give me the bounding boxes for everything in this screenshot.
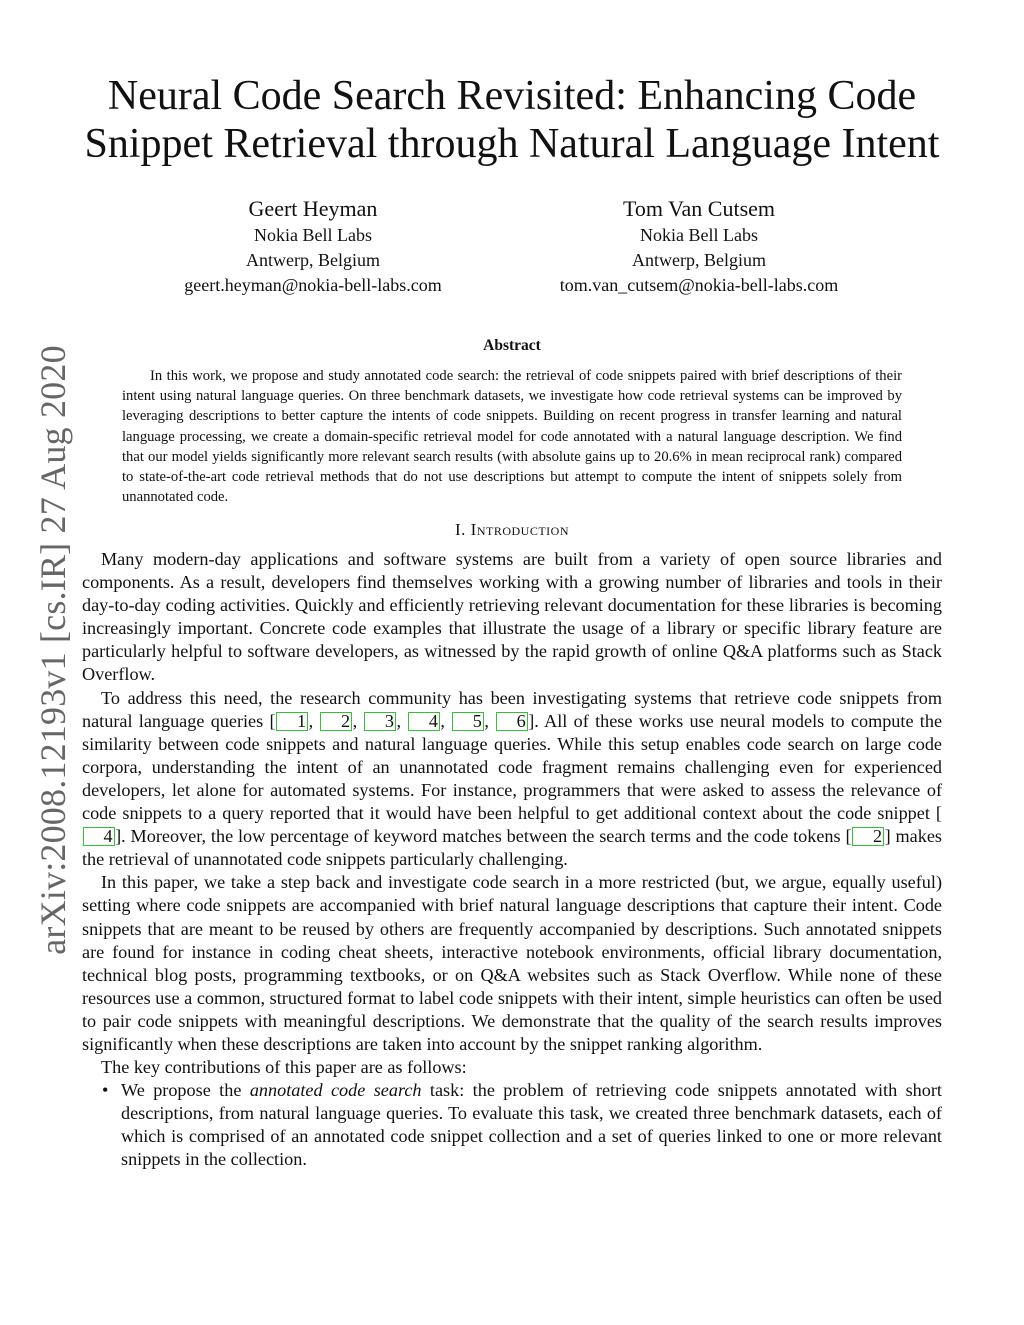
author-name: Tom Van Cutsem [622,196,776,221]
paragraph-2-part-c: ]. Moreover, the low percentage of keyword matches between the search terms and the code tokens [ [115,826,852,847]
citation-separator: , [396,710,408,731]
author-affiliation: Nokia Bell Labs [640,225,758,245]
citation-separator: , [484,710,496,731]
paragraph-2-part-b: ]. All of these works use neural models to compute the similarity between code snippets and natural language queries. While this setup enables code search on large code corpora, understanding the intent of an unannotated code fragment remains challenging even for experienced developers, let alone for automated systems. For instance, programmers that were asked to assess the relevance of code snippets to a query reported that it would have been helpful to get additional context about the code snippet [ [82,710,943,824]
paper-title-line-2: Snippet Retrieval through Natural Language Intent [84,121,940,167]
citation-separator: , [308,710,320,731]
paragraph-2-part-d: ] makes the retrieval of unannotated code snippets particularly challenging. [82,826,942,870]
abstract-text: In this work, we propose and study annotated code search: the retrieval of code snippets paired with brief descriptions of their intent using natural language queries. On three benchmark datasets, we investigate how code retrieval systems can be improved by leveraging descriptions to better capture the intents of code snippets. Building on recent progress in transfer learning and natural language processing, we create a domain-specific retrieval model for code annotated with a natural language description. We find that our model yields significantly more relevant search results (with absolute gains up to 20.6% in mean reciprocal rank) compared to state-of-the-art code retrieval methods that do not use descriptions but attempt to compute the intent of snippets solely from unannotated code. [122,368,902,506]
paper-title-line-1: Neural Code Search Revisited: Enhancing Code [107,73,917,119]
section-number: I. [455,520,466,539]
citation-link-context[interactable]: 4 [83,827,115,846]
bullet-icon: • [102,1080,109,1101]
citation-link-2[interactable]: 2 [320,712,352,731]
paragraph-2-part-a: To address this need, the research community has been investigating systems that retrieve code snippets from natural language queries [ [82,687,942,731]
author-block-1 [163,195,463,298]
citation-separator: , [440,710,452,731]
citation-separator: , [352,710,364,731]
section-title: Introduction [470,520,569,539]
author-affiliation: Nokia Bell Labs [254,225,372,245]
paragraph-1: Many modern-day applications and software systems are built from a variety of open source libraries and components. As a result, developers find themselves working with a growing number of libraries and tools in their day-to-day coding activities. Quickly and efficiently retrieving relevant documentation for these libraries is becoming increasingly important. Concrete code examples that illustrate the usage of a library or specific library feature are particularly helpful to software developers, as witnessed by the rapid growth of online Q&A platforms such as Stack Overflow. [82,549,942,685]
contribution-text-pre: We propose the [121,1080,250,1101]
citation-link-keyword[interactable]: 2 [852,827,884,846]
author-block-2 [535,195,863,298]
author-name: Geert Heyman [248,196,378,221]
contribution-text-post: task: the problem of retrieving code snippets annotated with short descriptions, from natural language queries. To evaluate this task, we created three benchmark datasets, each of which is comprised of an annotated code snippet collection and a set of queries linked to one or more relevant snippets in the collection. [121,1080,942,1170]
citation-link-4[interactable]: 4 [408,712,440,731]
abstract-heading: Abstract [483,337,541,354]
paper-title [60,72,964,168]
paragraph-2 [82,687,942,872]
arxiv-identifier-stamp: arXiv:2008.12193v1 [cs.IR] 27 Aug 2020 [33,345,73,955]
citation-link-1[interactable]: 1 [276,712,308,731]
list-item [82,1079,942,1171]
author-email: tom.van_cutsem@nokia-bell-labs.com [559,275,839,295]
paragraph-3: In this paper, we take a step back and investigate code search in a more restricted (but, we argue, equally useful) setting where code snippets are accompanied with brief natural language descriptions that capture their intent. Code snippets that are meant to be reused by others are frequently accompanied by descriptions. Such annotated snippets are found for instance in coding cheat sheets, interactive notebook environments, official library documentation, technical blog posts, programming textbooks, or on Q&A websites such as Stack Overflow. While none of these resources use a common, structured format to label code snippets with their intent, simple heuristics can often be used to pair code snippets with meaningful descriptions. We demonstrate that the quality of the search results improves significantly when these descriptions are taken into account by the snippet ranking algorithm. [82,872,942,1054]
body-text [82,548,942,1172]
citation-link-5[interactable]: 5 [452,712,484,731]
paragraph-4: The key contributions of this paper are as follows: [101,1057,467,1078]
author-email: geert.heyman@nokia-bell-labs.com [184,275,442,295]
citation-link-3[interactable]: 3 [364,712,396,731]
contributions-list [82,1079,942,1171]
author-location: Antwerp, Belgium [246,250,380,270]
author-location: Antwerp, Belgium [632,250,766,270]
section-heading-introduction [0,520,1024,540]
contribution-text-emphasis: annotated code search [249,1080,422,1101]
citation-link-6[interactable]: 6 [496,712,528,731]
